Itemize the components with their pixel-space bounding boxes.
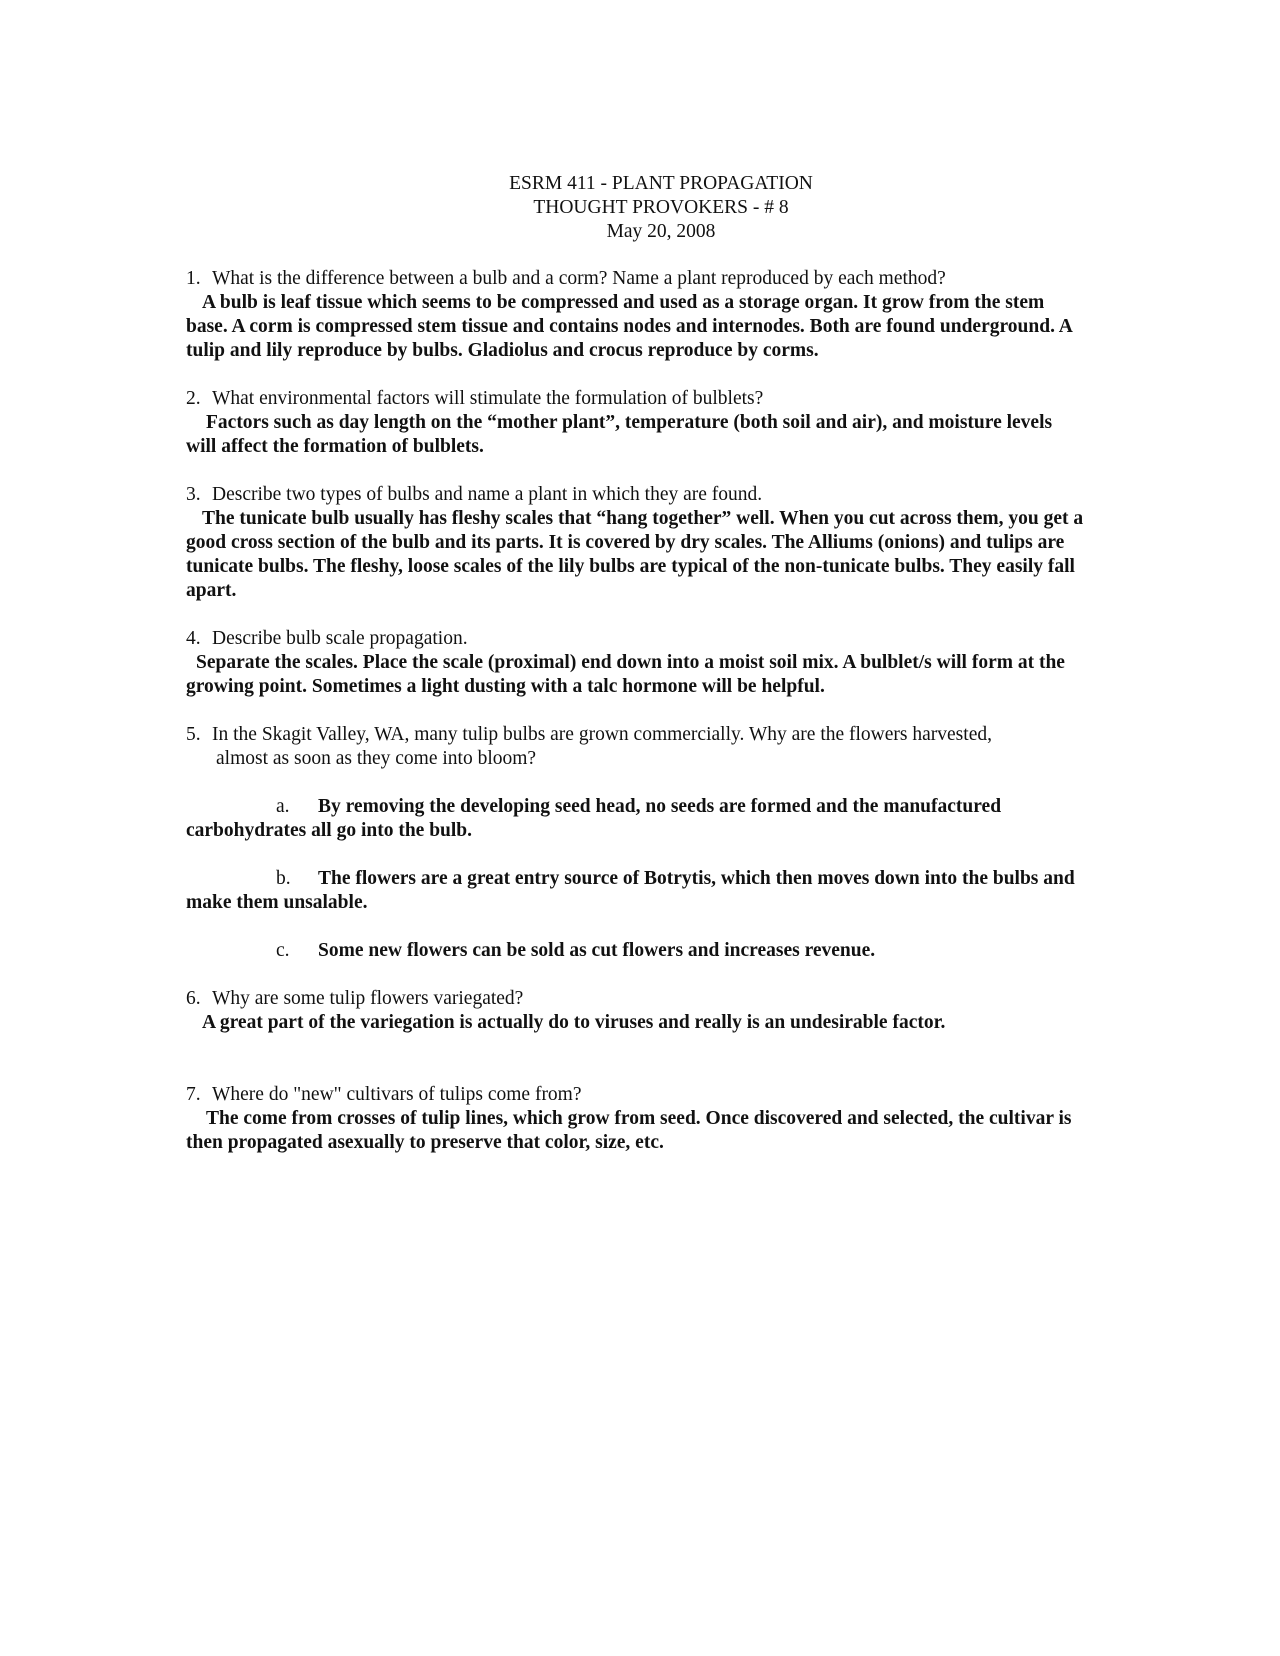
- question-number: 5.: [186, 724, 201, 745]
- question-text: Why are some tulip flowers variegated?: [212, 988, 524, 1009]
- sub-answer-c: [186, 939, 1086, 963]
- question-block-2: [186, 387, 1086, 459]
- answer-2: Factors such as day length on the “mother plant”, temperature (both soil and air), and moisture levels will affect the formation of bulblets.: [186, 412, 1053, 457]
- sub-answer-letter: a.: [276, 796, 290, 817]
- document-header: [186, 172, 1086, 244]
- question-block-4: [186, 627, 1086, 699]
- sub-answer-letter: c.: [276, 940, 290, 961]
- question-number: 7.: [186, 1084, 201, 1105]
- question-6: [186, 987, 1086, 1011]
- question-3: [186, 483, 1086, 507]
- question-1: [186, 267, 1086, 291]
- question-block-5: [186, 723, 1086, 963]
- document-date: May 20, 2008: [606, 221, 716, 242]
- question-text: In the Skagit Valley, WA, many tulip bulbs are grown commercially. Why are the flowers harvested,: [212, 724, 992, 745]
- course-title: ESRM 411 - PLANT PROPAGATION: [509, 173, 813, 194]
- question-number: 1.: [186, 268, 201, 289]
- question-block-7: [186, 1083, 1086, 1155]
- answer-4: Separate the scales. Place the scale (proximal) end down into a moist soil mix. A bulblet/s will form at the growing point. Sometimes a light dusting with a talc hormone will be helpful.: [186, 652, 1065, 697]
- series-title: THOUGHT PROVOKERS - # 8: [533, 197, 789, 218]
- answer-3: The tunicate bulb usually has fleshy scales that “hang together” well. When you cut across them, you get a good cross section of the bulb and its parts. It is covered by dry scales. The Alliums (onions) and tulips are tunicate bulbs. The fleshy, loose scales of the lily bulbs are typical of the non-tunicate bulbs. They easily fall apart.: [186, 508, 1084, 601]
- sub-answer-text: By removing the developing seed head, no seeds are formed and the manufactured carbohydrates all go into the bulb.: [186, 796, 1002, 841]
- question-number: 4.: [186, 628, 201, 649]
- question-block-6: [186, 987, 1086, 1035]
- question-4: [186, 627, 1086, 651]
- sub-answer-b: [186, 867, 1086, 915]
- answer-6: A great part of the variegation is actually do to viruses and really is an undesirable factor.: [202, 1012, 946, 1033]
- question-5: [186, 723, 1086, 771]
- question-text: Describe two types of bulbs and name a plant in which they are found.: [212, 484, 763, 505]
- answer-1: A bulb is leaf tissue which seems to be compressed and used as a storage organ. It grow from the stem base. A corm is compressed stem tissue and contains nodes and internodes. Both are found underground. A tulip and lily reproduce by bulbs. Gladiolus and crocus reproduce by corms.: [186, 292, 1072, 361]
- question-2: [186, 387, 1086, 411]
- question-block-1: [186, 267, 1086, 363]
- question-text: Where do "new" cultivars of tulips come from?: [212, 1084, 582, 1105]
- question-block-3: [186, 483, 1086, 603]
- question-text: What is the difference between a bulb and a corm? Name a plant reproduced by each method?: [212, 268, 946, 289]
- sub-answer-letter: b.: [276, 868, 291, 889]
- document-page: [186, 172, 1086, 1179]
- answer-7: The come from crosses of tulip lines, which grow from seed. Once discovered and selected, the cultivar is then propagated asexually to preserve that color, size, etc.: [186, 1108, 1072, 1153]
- question-text: Describe bulb scale propagation.: [212, 628, 468, 649]
- question-7: [186, 1083, 1086, 1107]
- question-text: What environmental factors will stimulate the formulation of bulblets?: [212, 388, 764, 409]
- sub-answer-text: The flowers are a great entry source of Botrytis, which then moves down into the bulbs and make them unsalable.: [186, 868, 1075, 913]
- question-number: 6.: [186, 988, 201, 1009]
- sub-answer-text: Some new flowers can be sold as cut flowers and increases revenue.: [318, 940, 876, 961]
- question-text-continued: almost as soon as they come into bloom?: [216, 748, 537, 769]
- question-number: 2.: [186, 388, 201, 409]
- sub-answer-a: [186, 795, 1086, 843]
- question-number: 3.: [186, 484, 201, 505]
